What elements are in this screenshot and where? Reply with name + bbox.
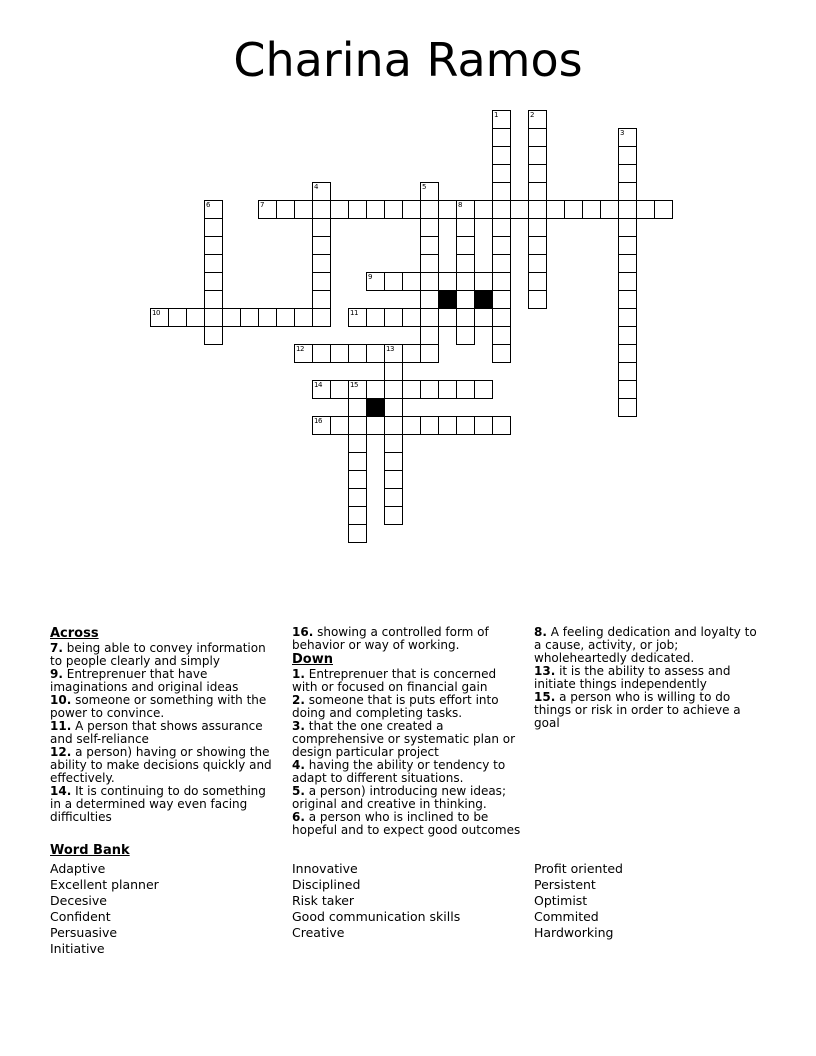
clue-number: 12. xyxy=(50,745,72,759)
grid-cell[interactable] xyxy=(456,416,475,435)
grid-cell[interactable] xyxy=(618,272,637,291)
clue: 4. having the ability or tendency to adapt to different situations. xyxy=(292,758,506,785)
word-bank-heading: Word Bank xyxy=(50,843,130,858)
word-bank-item: Initiative xyxy=(50,941,105,956)
grid-cell[interactable] xyxy=(366,380,385,399)
clue: 11. A person that shows assurance and self-reliance xyxy=(50,719,263,746)
grid-cell[interactable] xyxy=(510,200,529,219)
grid-cell[interactable] xyxy=(600,200,619,219)
grid-cell[interactable] xyxy=(438,272,457,291)
grid-cell[interactable] xyxy=(528,182,547,201)
grid-cell[interactable] xyxy=(438,416,457,435)
cell-number: 10 xyxy=(152,309,160,317)
grid-cell[interactable] xyxy=(384,470,403,489)
grid-cell[interactable] xyxy=(312,218,331,237)
grid-cell[interactable] xyxy=(366,200,385,219)
grid-cell[interactable] xyxy=(384,362,403,381)
grid-cell[interactable] xyxy=(168,308,187,327)
grid-cell[interactable] xyxy=(474,380,493,399)
clue: 16. showing a controlled form of behavior or way of working. xyxy=(292,625,489,652)
grid-cell[interactable] xyxy=(276,200,295,219)
cell-number: 8 xyxy=(458,201,462,209)
word-bank-section xyxy=(50,843,776,957)
grid-cell[interactable] xyxy=(618,398,637,417)
across-heading: Across xyxy=(50,626,99,641)
down-heading: Down xyxy=(292,652,333,667)
grid-cell[interactable] xyxy=(420,344,439,363)
grid-cell[interactable] xyxy=(420,308,439,327)
clue: 15. a person who is willing to do things or risk in order to achieve a goal xyxy=(534,690,741,730)
crossword-grid xyxy=(150,110,673,543)
grid-cell[interactable] xyxy=(618,200,637,219)
grid-cell[interactable] xyxy=(456,200,475,219)
word-bank-item: Risk taker xyxy=(292,893,355,908)
grid-cell[interactable] xyxy=(618,254,637,273)
clue-number: 4. xyxy=(292,758,305,772)
grid-cell[interactable] xyxy=(492,272,511,291)
grid-cell[interactable] xyxy=(456,308,475,327)
word-bank-item: Persuasive xyxy=(50,925,118,940)
grid-cell[interactable] xyxy=(186,308,205,327)
grid-cell[interactable] xyxy=(294,344,313,363)
word-bank-column-2 xyxy=(292,861,534,957)
grid-cell[interactable] xyxy=(564,200,583,219)
word-bank-item: Optimist xyxy=(534,893,588,908)
grid-cell[interactable] xyxy=(312,182,331,201)
clue: 13. it is the ability to assess and initiate things independently xyxy=(534,664,731,691)
clue-number: 9. xyxy=(50,667,63,681)
grid-cell[interactable] xyxy=(330,380,349,399)
grid-cell[interactable] xyxy=(366,416,385,435)
grid-cell[interactable] xyxy=(492,344,511,363)
word-bank-item: Profit oriented xyxy=(534,861,623,876)
grid-cell[interactable] xyxy=(312,344,331,363)
clue: 8. A feeling dedication and loyalty to a cause, activity, or job; wholeheartedly dedicated. xyxy=(534,625,757,665)
cell-number: 3 xyxy=(620,129,624,137)
cell-number: 2 xyxy=(530,111,534,119)
grid-cell[interactable] xyxy=(492,182,511,201)
grid-cell[interactable] xyxy=(150,308,169,327)
cell-number: 4 xyxy=(314,183,318,191)
grid-cell[interactable] xyxy=(366,344,385,363)
grid-cell[interactable] xyxy=(312,272,331,291)
grid-cell[interactable] xyxy=(528,272,547,291)
grid-cell[interactable] xyxy=(618,326,637,345)
grid-cell[interactable] xyxy=(258,200,277,219)
grid-cell[interactable] xyxy=(582,200,601,219)
clue-number: 6. xyxy=(292,810,305,824)
grid-cell[interactable] xyxy=(204,326,223,345)
grid-cell[interactable] xyxy=(384,200,403,219)
grid-cell[interactable] xyxy=(258,308,277,327)
cell-number: 15 xyxy=(350,381,358,389)
black-cell xyxy=(474,290,493,309)
grid-cell[interactable] xyxy=(492,254,511,273)
grid-cell[interactable] xyxy=(492,218,511,237)
grid-cell[interactable] xyxy=(348,470,367,489)
grid-cell[interactable] xyxy=(384,308,403,327)
grid-cell[interactable] xyxy=(330,200,349,219)
grid-cell[interactable] xyxy=(438,200,457,219)
word-bank-column-3 xyxy=(534,861,776,957)
clue: 14. It is continuing to do something in a determined way even facing difficulties xyxy=(50,784,266,824)
word-bank-item: Persistent xyxy=(534,877,596,892)
clue: 1. Entreprenuer that is concerned with or focused on financial gain xyxy=(292,667,497,694)
grid-cell[interactable] xyxy=(492,200,511,219)
grid-cell[interactable] xyxy=(384,434,403,453)
grid-cell[interactable] xyxy=(402,380,421,399)
black-cell xyxy=(438,290,457,309)
grid-cell[interactable] xyxy=(330,416,349,435)
cell-number: 11 xyxy=(350,309,358,317)
grid-cell[interactable] xyxy=(618,164,637,183)
grid-cell[interactable] xyxy=(456,236,475,255)
clue: 6. a person who is inclined to be hopeful and to expect good outcomes xyxy=(292,810,521,837)
grid-cell[interactable] xyxy=(618,290,637,309)
grid-cell[interactable] xyxy=(420,326,439,345)
grid-cell[interactable] xyxy=(492,308,511,327)
grid-cell[interactable] xyxy=(348,506,367,525)
clue: 3. that the one created a comprehensive or systematic plan or design particular project xyxy=(292,719,516,759)
grid-cell[interactable] xyxy=(312,308,331,327)
grid-cell[interactable] xyxy=(384,488,403,507)
grid-cell[interactable] xyxy=(492,128,511,147)
word-bank-item: Excellent planner xyxy=(50,877,159,892)
grid-cell[interactable] xyxy=(420,218,439,237)
grid-cell[interactable] xyxy=(348,452,367,471)
grid-cell[interactable] xyxy=(312,416,331,435)
grid-cell[interactable] xyxy=(492,416,511,435)
clue-number: 16. xyxy=(292,625,314,639)
cell-number: 12 xyxy=(296,345,304,353)
grid-cell[interactable] xyxy=(456,380,475,399)
clue: 10. someone or something with the power to convince. xyxy=(50,693,267,720)
grid-cell[interactable] xyxy=(420,182,439,201)
clue-number: 10. xyxy=(50,693,72,707)
grid-cell[interactable] xyxy=(348,524,367,543)
grid-cell[interactable] xyxy=(456,290,475,309)
word-bank-item: Innovative xyxy=(292,861,358,876)
grid-cell[interactable] xyxy=(528,146,547,165)
grid-cell[interactable] xyxy=(528,254,547,273)
clue-number: 7. xyxy=(50,641,63,655)
grid-cell[interactable] xyxy=(474,200,493,219)
grid-cell[interactable] xyxy=(366,272,385,291)
grid-cell[interactable] xyxy=(438,380,457,399)
grid-cell[interactable] xyxy=(492,326,511,345)
clues-column-1 xyxy=(50,626,292,837)
grid-cell[interactable] xyxy=(618,308,637,327)
grid-cell[interactable] xyxy=(492,110,511,129)
word-bank-item: Confident xyxy=(50,909,111,924)
grid-cell[interactable] xyxy=(366,308,385,327)
word-bank-item: Disciplined xyxy=(292,877,361,892)
grid-cell[interactable] xyxy=(330,344,349,363)
grid-cell[interactable] xyxy=(348,344,367,363)
clue: 5. a person) introducing new ideas; original and creative in thinking. xyxy=(292,784,506,811)
word-bank-item: Decesive xyxy=(50,893,107,908)
clue-number: 5. xyxy=(292,784,305,798)
clue: 12. a person) having or showing the ability to make decisions quickly and effectively. xyxy=(50,745,272,785)
grid-cell[interactable] xyxy=(312,290,331,309)
grid-cell[interactable] xyxy=(456,272,475,291)
grid-cell[interactable] xyxy=(492,290,511,309)
clue-number: 8. xyxy=(534,625,547,639)
clue-number: 13. xyxy=(534,664,556,678)
black-cell xyxy=(366,398,385,417)
grid-cell[interactable] xyxy=(528,110,547,129)
word-bank-item: Commited xyxy=(534,909,599,924)
grid-cell[interactable] xyxy=(402,308,421,327)
grid-cell[interactable] xyxy=(420,272,439,291)
grid-cell[interactable] xyxy=(528,164,547,183)
grid-cell[interactable] xyxy=(402,416,421,435)
grid-cell[interactable] xyxy=(456,326,475,345)
grid-cell[interactable] xyxy=(348,488,367,507)
grid-cell[interactable] xyxy=(384,398,403,417)
clues-column-2 xyxy=(292,626,534,837)
grid-cell[interactable] xyxy=(618,380,637,399)
clue: 9. Entreprenuer that have imaginations and original ideas xyxy=(50,667,239,694)
grid-cell[interactable] xyxy=(474,416,493,435)
grid-cell[interactable] xyxy=(528,200,547,219)
grid-cell[interactable] xyxy=(402,200,421,219)
grid-cell[interactable] xyxy=(492,164,511,183)
cell-number: 7 xyxy=(260,201,264,209)
grid-cell[interactable] xyxy=(348,434,367,453)
clues-column-3 xyxy=(534,626,776,837)
cell-number: 9 xyxy=(368,273,372,281)
grid-cell[interactable] xyxy=(384,506,403,525)
grid-cell[interactable] xyxy=(618,362,637,381)
grid-cell[interactable] xyxy=(528,236,547,255)
grid-cell[interactable] xyxy=(204,254,223,273)
word-bank-item: Creative xyxy=(292,925,345,940)
grid-cell[interactable] xyxy=(474,308,493,327)
grid-cell[interactable] xyxy=(420,416,439,435)
grid-cell[interactable] xyxy=(384,272,403,291)
page-title: Charina Ramos xyxy=(233,33,583,87)
clue-number: 3. xyxy=(292,719,305,733)
clue: 2. someone that is puts effort into doing and completing tasks. xyxy=(292,693,499,720)
grid-cell[interactable] xyxy=(474,272,493,291)
grid-cell[interactable] xyxy=(492,146,511,165)
grid-cell[interactable] xyxy=(384,380,403,399)
grid-cell[interactable] xyxy=(420,290,439,309)
grid-cell[interactable] xyxy=(384,344,403,363)
grid-cell[interactable] xyxy=(222,308,241,327)
grid-cell[interactable] xyxy=(384,452,403,471)
clue-number: 15. xyxy=(534,690,556,704)
grid-cell[interactable] xyxy=(420,380,439,399)
clue-number: 1. xyxy=(292,667,305,681)
grid-cell[interactable] xyxy=(312,380,331,399)
grid-cell[interactable] xyxy=(348,380,367,399)
grid-cell[interactable] xyxy=(528,290,547,309)
grid-cell[interactable] xyxy=(204,272,223,291)
grid-cell[interactable] xyxy=(312,200,331,219)
cell-number: 13 xyxy=(386,345,394,353)
grid-cell[interactable] xyxy=(402,344,421,363)
grid-cell[interactable] xyxy=(438,308,457,327)
grid-cell[interactable] xyxy=(528,128,547,147)
cell-number: 6 xyxy=(206,201,210,209)
grid-cell[interactable] xyxy=(636,200,655,219)
grid-cell[interactable] xyxy=(456,254,475,273)
cell-number: 14 xyxy=(314,381,322,389)
grid-cell[interactable] xyxy=(528,218,547,237)
grid-cell[interactable] xyxy=(294,200,313,219)
grid-cell[interactable] xyxy=(204,236,223,255)
cell-number: 16 xyxy=(314,417,322,425)
grid-cell[interactable] xyxy=(654,200,673,219)
word-bank-item: Hardworking xyxy=(534,925,614,940)
clue: 7. being able to convey information to people clearly and simply xyxy=(50,641,266,668)
grid-cell[interactable] xyxy=(204,200,223,219)
grid-cell[interactable] xyxy=(294,308,313,327)
clue-number: 11. xyxy=(50,719,72,733)
grid-cell[interactable] xyxy=(456,218,475,237)
grid-cell[interactable] xyxy=(240,308,259,327)
word-bank-item: Adaptive xyxy=(50,861,106,876)
grid-cell[interactable] xyxy=(204,290,223,309)
word-bank-item: Good communication skills xyxy=(292,909,461,924)
word-bank-columns xyxy=(50,861,776,957)
clues-section xyxy=(50,626,776,837)
grid-cell[interactable] xyxy=(348,308,367,327)
grid-cell[interactable] xyxy=(204,308,223,327)
grid-cell[interactable] xyxy=(618,128,637,147)
grid-cell[interactable] xyxy=(618,344,637,363)
grid-cell[interactable] xyxy=(384,416,403,435)
grid-cell[interactable] xyxy=(618,218,637,237)
clue-number: 14. xyxy=(50,784,72,798)
grid-cell[interactable] xyxy=(276,308,295,327)
grid-cell[interactable] xyxy=(618,236,637,255)
grid-cell[interactable] xyxy=(618,182,637,201)
cell-number: 5 xyxy=(422,183,426,191)
cell-number: 1 xyxy=(494,111,498,119)
grid-cell[interactable] xyxy=(348,416,367,435)
grid-cell[interactable] xyxy=(618,146,637,165)
grid-cell[interactable] xyxy=(348,200,367,219)
grid-cell[interactable] xyxy=(312,254,331,273)
grid-cell[interactable] xyxy=(348,398,367,417)
grid-cell[interactable] xyxy=(204,218,223,237)
grid-cell[interactable] xyxy=(402,272,421,291)
grid-cell[interactable] xyxy=(492,236,511,255)
grid-cell[interactable] xyxy=(420,254,439,273)
clue-number: 2. xyxy=(292,693,305,707)
word-bank-column-1 xyxy=(50,861,292,957)
grid-cell[interactable] xyxy=(420,236,439,255)
grid-cell[interactable] xyxy=(546,200,565,219)
grid-cell[interactable] xyxy=(312,236,331,255)
grid-cell[interactable] xyxy=(420,200,439,219)
